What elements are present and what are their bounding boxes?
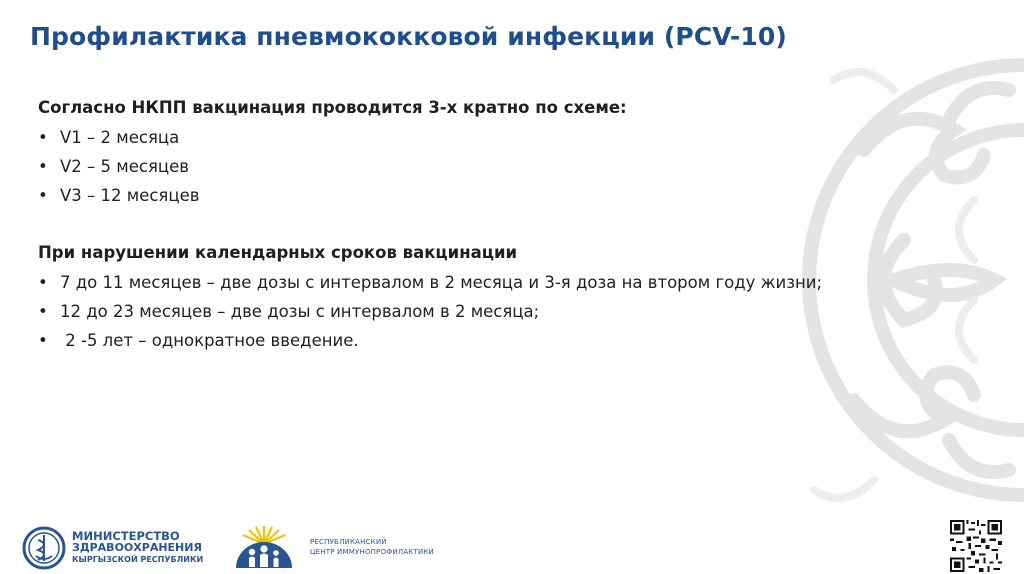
immunization-center-name [310,537,434,557]
ministry-logo [22,526,203,570]
immunization-center-logo [232,524,434,570]
ministry-line-3: КЫРГЫЗСКОЙ РЕСПУБЛИКИ [72,555,204,564]
center-line-1: РЕСПУБЛИКАНСКИЙ [310,538,387,546]
list-item [38,128,918,147]
list-item-text: V1 – 2 месяца [60,128,180,147]
slide-content [38,98,918,360]
qr-code-icon [950,520,1002,572]
ministry-name [72,530,203,566]
bullet-icon: • [38,128,48,147]
list-item [38,273,918,292]
bullet-icon: • [38,186,48,205]
bullet-icon: • [38,331,48,350]
list-item [38,186,918,205]
schedule-heading: Согласно НКПП вакцинация проводится 3-х кратно по схеме: [38,98,627,117]
violation-heading: При нарушении календарных сроков вакцинации [38,243,518,262]
list-item-text: 7 до 11 месяцев – две дозы с интервалом в 2 месяца и 3-я доза на втором году жизни; [60,273,823,292]
immunization-center-logo-icon [232,524,296,570]
bullet-icon: • [38,302,48,321]
bullet-icon: • [38,273,48,292]
list-item-text: V2 – 5 месяцев [60,157,189,176]
list-item-text: 2 -5 лет – однократное введение. [60,331,359,350]
ministry-line-1: МИНИСТЕРСТВО [72,529,180,543]
list-item [38,302,918,321]
center-line-2: ЦЕНТР ИММУНОПРОФИЛАКТИКИ [310,548,434,556]
list-item [38,331,918,350]
bullet-icon: • [38,157,48,176]
slide-title: Профилактика пневмококковой инфекции (PCV-10) [30,22,787,51]
list-item-text: V3 – 12 месяцев [60,186,200,205]
list-item-text: 12 до 23 месяцев – две дозы с интервалом в 2 месяца; [60,302,540,321]
list-item [38,157,918,176]
ministry-line-2: ЗДРАВООХРАНЕНИЯ [72,541,202,554]
ministry-emblem-icon [22,526,66,570]
